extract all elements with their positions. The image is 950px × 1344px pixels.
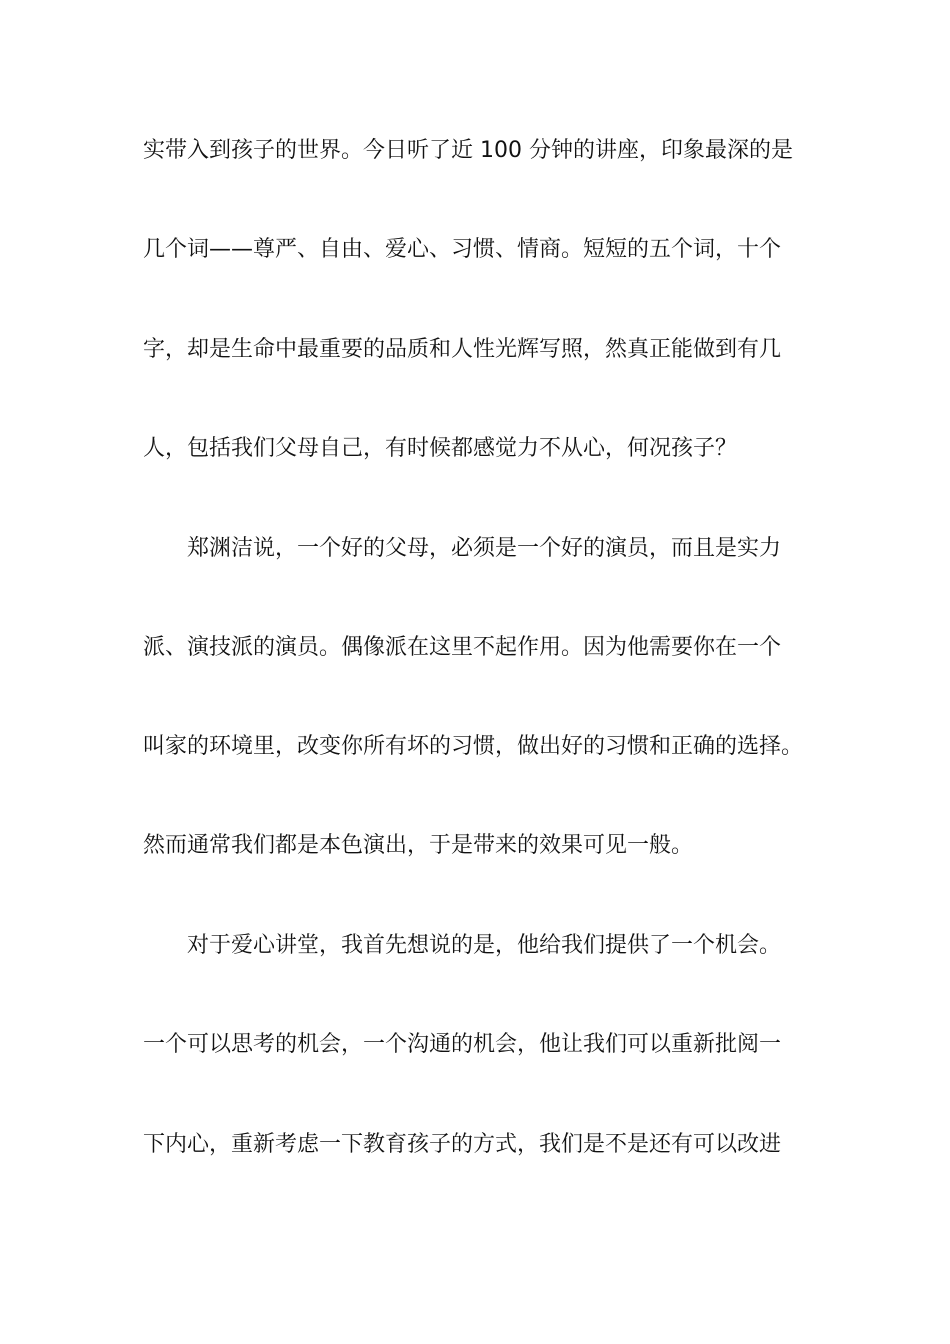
text-line: 派、演技派的演员。偶像派在这里不起作用。因为他需要你在一个 [143, 635, 782, 660]
text-line: 一个可以思考的机会，一个沟通的机会，他让我们可以重新批阅一 [143, 1032, 782, 1057]
text-line: 人，包括我们父母自己，有时候都感觉力不从心，何况孩子？ [143, 436, 738, 461]
text-line: 下内心，重新考虑一下教育孩子的方式，我们是不是还有可以改进 [143, 1132, 782, 1157]
text-line: 字，却是生命中最重要的品质和人性光辉写照，然真正能做到有几 [143, 337, 782, 362]
text-line: 几个词——尊严、自由、爱心、习惯、情商。短短的五个词，十个 [143, 237, 782, 262]
text-line: 叫家的环境里，改变你所有坏的习惯，做出好的习惯和正确的选择。 [143, 734, 804, 759]
text-line: 实带入到孩子的世界。今日听了近 100 分钟的讲座，印象最深的是 [143, 138, 793, 163]
text-line: 郑渊洁说，一个好的父母，必须是一个好的演员，而且是实力 [143, 536, 782, 561]
text-line: 然而通常我们都是本色演出，于是带来的效果可见一般。 [143, 833, 694, 858]
text-line: 对于爱心讲堂，我首先想说的是，他给我们提供了一个机会。 [143, 933, 782, 958]
